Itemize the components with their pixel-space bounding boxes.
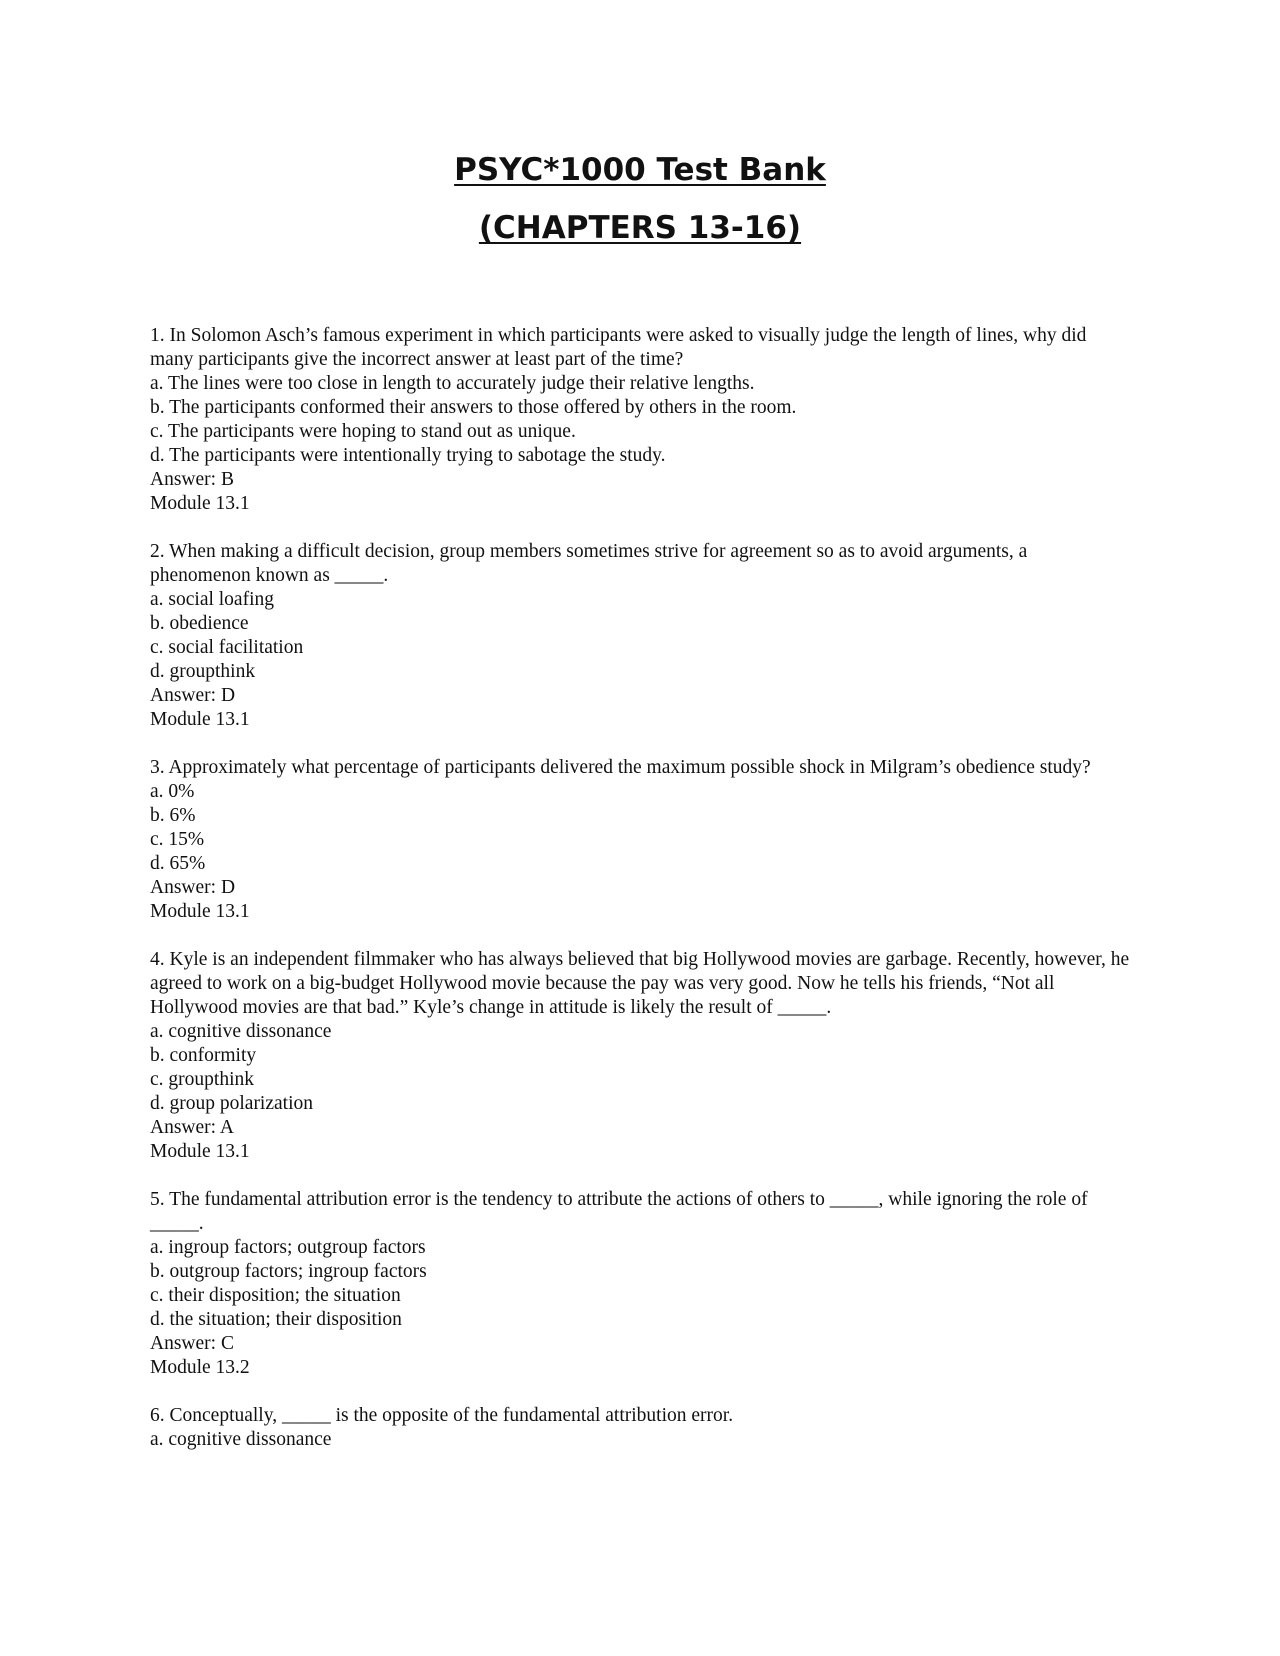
- option-d: d. the situation; their disposition: [150, 1309, 402, 1330]
- title-line-1: PSYC*1000 Test Bank: [454, 152, 826, 188]
- option-d: d. groupthink: [150, 661, 256, 682]
- question-text: Kyle is an independent filmmaker who has always believed that big Hollywood movies are garbage. Recently, however, he agreed to work on a big-budget Hollywood movie because the pay was very good. Now he tells his friends, “Not all Hollywood movies are that bad.” Kyle’s change in attitude is likely the result of _____.: [150, 949, 1130, 1018]
- question-number: 5.: [150, 1189, 165, 1210]
- question-prompt: [150, 1188, 1130, 1236]
- title-line-2: (CHAPTERS 13-16): [478, 210, 802, 246]
- option-a: a. social loafing: [150, 589, 274, 610]
- option-c: c. their disposition; the situation: [150, 1285, 401, 1306]
- answer-line: Answer: D: [150, 877, 236, 898]
- module-line: Module 13.1: [150, 493, 250, 514]
- question-prompt: [150, 756, 1130, 780]
- answer-line: Answer: D: [150, 685, 236, 706]
- option-a: a. ingroup factors; outgroup factors: [150, 1237, 426, 1258]
- question-4: [150, 948, 1130, 1164]
- question-2: [150, 540, 1130, 732]
- document-subtitle: [0, 208, 1280, 248]
- option-a: a. 0%: [150, 781, 195, 802]
- question-1: [150, 324, 1130, 516]
- question-number: 2.: [150, 541, 165, 562]
- question-3: [150, 756, 1130, 924]
- option-c: c. The participants were hoping to stand out as unique.: [150, 421, 576, 442]
- question-number: 3.: [150, 757, 165, 778]
- option-d: d. group polarization: [150, 1093, 313, 1114]
- question-list: [150, 324, 1130, 1476]
- option-a: a. The lines were too close in length to accurately judge their relative lengths.: [150, 373, 755, 394]
- question-text: The fundamental attribution error is the tendency to attribute the actions of others to _____, while ignoring the role of _____.: [150, 1189, 1088, 1234]
- question-5: [150, 1188, 1130, 1380]
- option-a: a. cognitive dissonance: [150, 1021, 332, 1042]
- option-b: b. conformity: [150, 1045, 257, 1066]
- answer-line: Answer: B: [150, 469, 234, 490]
- option-b: b. outgroup factors; ingroup factors: [150, 1261, 427, 1282]
- question-text: When making a difficult decision, group members sometimes strive for agreement so as to avoid arguments, a phenomenon known as _____.: [150, 541, 1028, 586]
- question-text: Approximately what percentage of participants delivered the maximum possible shock in Milgram’s obedience study?: [168, 757, 1091, 778]
- option-d: d. The participants were intentionally trying to sabotage the study.: [150, 445, 666, 466]
- answer-line: Answer: C: [150, 1333, 234, 1354]
- question-number: 6.: [150, 1405, 165, 1426]
- answer-line: Answer: A: [150, 1117, 234, 1138]
- option-d: d. 65%: [150, 853, 206, 874]
- question-6: [150, 1404, 1130, 1452]
- module-line: Module 13.1: [150, 709, 250, 730]
- document-title: [0, 150, 1280, 190]
- question-number: 1.: [150, 325, 165, 346]
- option-a: a. cognitive dissonance: [150, 1429, 332, 1450]
- option-c: c. social facilitation: [150, 637, 304, 658]
- module-line: Module 13.2: [150, 1357, 250, 1378]
- option-b: b. 6%: [150, 805, 196, 826]
- question-prompt: [150, 948, 1130, 1020]
- option-c: c. 15%: [150, 829, 205, 850]
- question-text: In Solomon Asch’s famous experiment in which participants were asked to visually judge the length of lines, why did many participants give the incorrect answer at least part of the time?: [150, 325, 1087, 370]
- module-line: Module 13.1: [150, 901, 250, 922]
- question-prompt: [150, 324, 1130, 372]
- option-b: b. obedience: [150, 613, 249, 634]
- question-number: 4.: [150, 949, 165, 970]
- question-text: Conceptually, _____ is the opposite of the fundamental attribution error.: [169, 1405, 734, 1426]
- question-prompt: [150, 540, 1130, 588]
- module-line: Module 13.1: [150, 1141, 250, 1162]
- question-prompt: [150, 1404, 1130, 1428]
- option-b: b. The participants conformed their answers to those offered by others in the room.: [150, 397, 797, 418]
- option-c: c. groupthink: [150, 1069, 254, 1090]
